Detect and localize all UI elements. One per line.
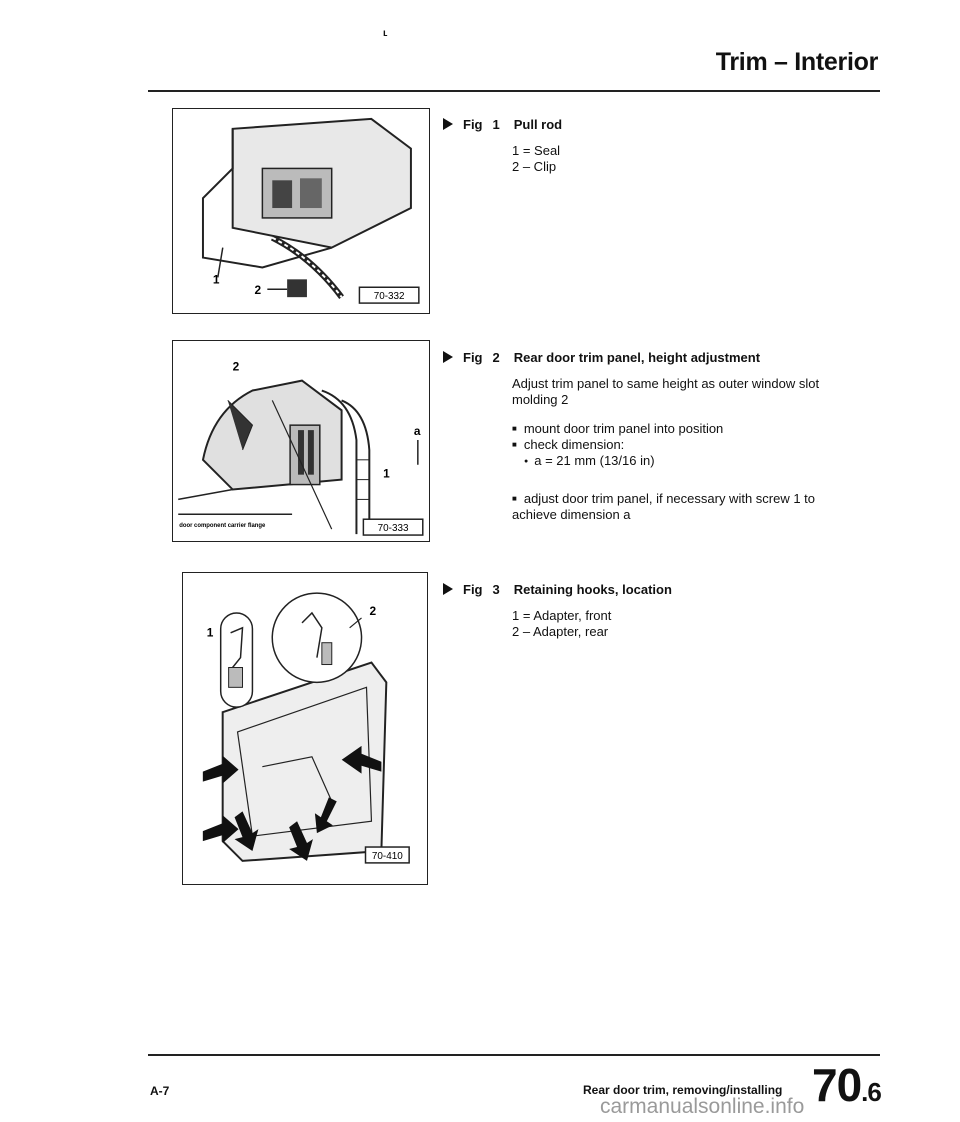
figure-2-paragraph: Adjust trim panel to same height as outer window slot molding 2 <box>512 376 820 407</box>
figure-2-label-1: 1 <box>383 466 390 481</box>
figure-1-title: Pull rod <box>513 117 563 132</box>
figure-2-bullet-1: ■ mount door trim panel into position <box>512 421 723 437</box>
figure-2-number: 2 <box>492 350 500 365</box>
figure-1-label-1: 1 <box>212 272 220 287</box>
figure-3-callout-code: 70-410 <box>371 850 403 862</box>
arrow-right-icon <box>443 118 453 130</box>
figure-2-bullet-3: ■ adjust door trim panel, if necessary with screw 1 to achieve dimension a <box>512 491 842 523</box>
page-number: A-7 <box>150 1084 170 1098</box>
figure-1-number: 1 <box>492 117 500 132</box>
figure-1-line-2: 2 – Clip <box>512 159 557 174</box>
figure-3-number: 3 <box>492 582 500 597</box>
watermark: carmanualsonline.info <box>600 1095 805 1118</box>
arrow-right-icon <box>443 583 453 595</box>
figure-2-label-a: a <box>413 424 421 439</box>
figure-2-title: Rear door trim panel, height adjustment <box>513 350 761 365</box>
figure-3-fig-label: Fig <box>463 582 483 597</box>
figure-3-line-1: 1 = Adapter, front <box>512 608 612 623</box>
figure-1-callout-code: 70-332 <box>373 291 405 303</box>
figure-3-label-1: 1 <box>206 625 214 640</box>
footer-divider <box>148 1054 880 1056</box>
figure-1-label-2: 2 <box>254 283 262 298</box>
figure-2-fig-label: Fig <box>463 350 483 365</box>
figure-2-heading <box>443 350 760 365</box>
section-main: 70 <box>812 1059 862 1111</box>
header-mark: ʟ <box>383 28 388 39</box>
figure-1-fig-label: Fig <box>463 117 483 132</box>
figure-1-line-1: 1 = Seal <box>512 143 561 158</box>
arrow-right-icon <box>443 351 453 363</box>
figure-3-line-2: 2 – Adapter, rear <box>512 624 609 639</box>
figure-2-bullet-2: ■ check dimension: <box>512 437 624 453</box>
footer-caption: Rear door trim, removing/installing <box>583 1083 783 1097</box>
section-sub: .6 <box>861 1077 881 1107</box>
section-number <box>812 1058 881 1112</box>
header-divider <box>148 90 880 92</box>
page-title: Trim – Interior <box>715 48 878 76</box>
figure-2-sub-bullet: ● a = 21 mm (13/16 in) <box>524 453 655 470</box>
figure-1-illustration <box>172 108 430 314</box>
figure-2-illustration <box>172 340 430 542</box>
figure-2-callout-code: 70-333 <box>377 523 409 535</box>
figure-3-illustration <box>182 572 428 885</box>
figure-3-title: Retaining hooks, location <box>513 582 672 597</box>
figure-2-label-2: 2 <box>232 359 240 374</box>
figure-2-flange-label: door component carrier flange <box>179 523 266 530</box>
figure-3-heading <box>443 582 672 597</box>
figure-1-heading <box>443 117 562 132</box>
figure-3-label-2: 2 <box>369 603 377 618</box>
